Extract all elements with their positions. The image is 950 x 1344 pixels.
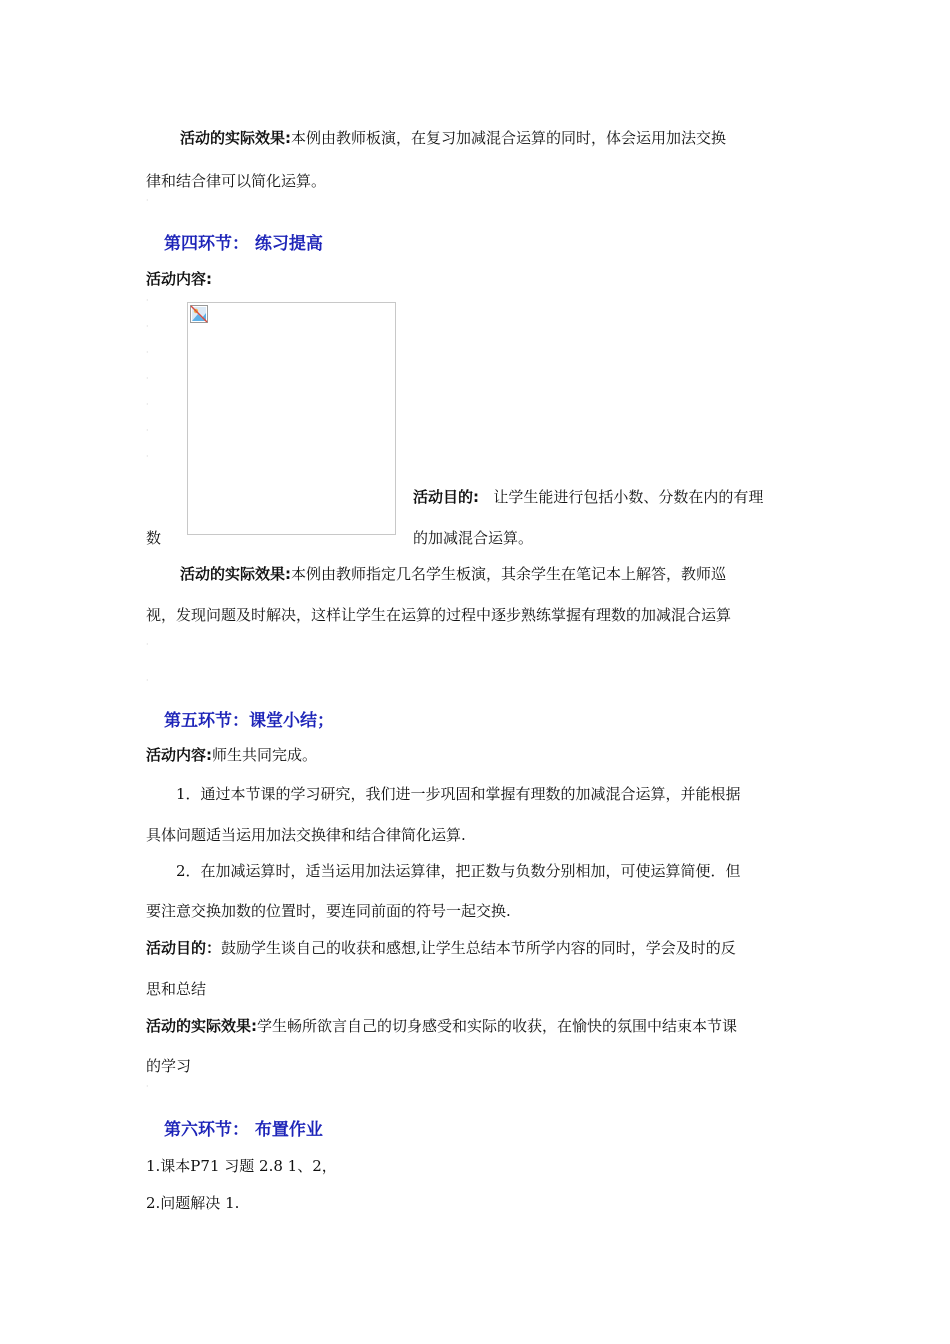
summary-item1-line1: 1．通过本节课的学习研究，我们进一步巩固和掌握有理数的加减混合运算，并能根据	[176, 785, 741, 803]
section5-effect-label: 活动的实际效果:	[146, 1017, 257, 1035]
section4-purpose-text: 让学生能进行包括小数、分数在内的有理	[493, 488, 764, 506]
section5-content-label: 活动内容:	[146, 746, 212, 764]
paragraph-mark: ·	[146, 1082, 149, 1091]
paragraph-mark: ·	[146, 426, 149, 435]
paragraph-mark: ·	[146, 676, 149, 685]
paragraph-mark: ·	[146, 374, 149, 383]
section4-effect-label: 活动的实际效果:	[180, 565, 291, 583]
effect-paragraph-line1	[180, 127, 726, 148]
section4-left-char: 数	[146, 529, 162, 547]
effect-label: 活动的实际效果:	[180, 129, 291, 147]
paragraph-mark: ·	[146, 400, 149, 409]
section5-purpose-text: 鼓励学生谈自己的收获和感想,让学生总结本节所学内容的同时，学会及时的反	[221, 939, 736, 957]
effect-text: 本例由教师板演，在复习加减混合运算的同时，体会运用加法交换	[291, 129, 727, 147]
effect-paragraph-line2: 律和结合律可以简化运算。	[146, 172, 327, 190]
section5-purpose-line1	[146, 937, 736, 958]
section6-heading: 第六环节： 布置作业	[164, 1120, 323, 1140]
section5-effect-line2: 的学习	[146, 1057, 192, 1075]
section4-purpose-line1	[413, 486, 763, 507]
section5-content-text: 师生共同完成。	[212, 746, 318, 764]
section5-purpose-label: 活动目的：	[146, 939, 222, 957]
paragraph-mark: ·	[146, 296, 149, 305]
summary-item1-line2: 具体问题适当运用加法交换律和结合律简化运算.	[146, 826, 466, 844]
section5-purpose-line2: 思和总结	[146, 980, 207, 998]
section4-heading: 第四环节： 练习提高	[164, 234, 323, 254]
exercise-image-placeholder	[187, 302, 396, 535]
broken-image-icon	[190, 305, 208, 327]
section5-content-line	[146, 744, 317, 765]
section5-effect-text: 学生畅所欲言自己的切身感受和实际的收获，在愉快的氛围中结束本节课	[257, 1017, 738, 1035]
paragraph-mark: ·	[146, 322, 149, 331]
summary-item2-line2: 要注意交换加数的位置时，要连同前面的符号一起交换.	[146, 902, 511, 920]
section4-effect-line2: 视，发现问题及时解决，这样让学生在运算的过程中逐步熟练掌握有理数的加减混合运算	[146, 606, 732, 624]
homework-item-1: 1.课本P71 习题 2.8 1、2，	[146, 1157, 337, 1175]
section4-purpose-label: 活动目的:	[413, 488, 479, 506]
homework-item-2: 2.问题解决 1.	[146, 1194, 240, 1212]
paragraph-mark: ·	[146, 348, 149, 357]
section4-content-label: 活动内容:	[146, 270, 212, 288]
section4-purpose-line2: 的加减混合运算。	[413, 529, 534, 547]
paragraph-mark: ·	[146, 452, 149, 461]
paragraph-mark: ·	[146, 196, 149, 205]
summary-item2-line1: 2．在加减运算时，适当运用加法运算律，把正数与负数分别相加，可使运算简便．但	[176, 862, 741, 880]
section4-effect-text: 本例由教师指定几名学生板演，其余学生在笔记本上解答，教师巡	[291, 565, 727, 583]
section5-effect-line1	[146, 1015, 737, 1036]
paragraph-mark: ·	[146, 640, 149, 649]
section4-effect-line1	[180, 563, 726, 584]
section5-heading: 第五环节：课堂小结；	[164, 711, 334, 731]
